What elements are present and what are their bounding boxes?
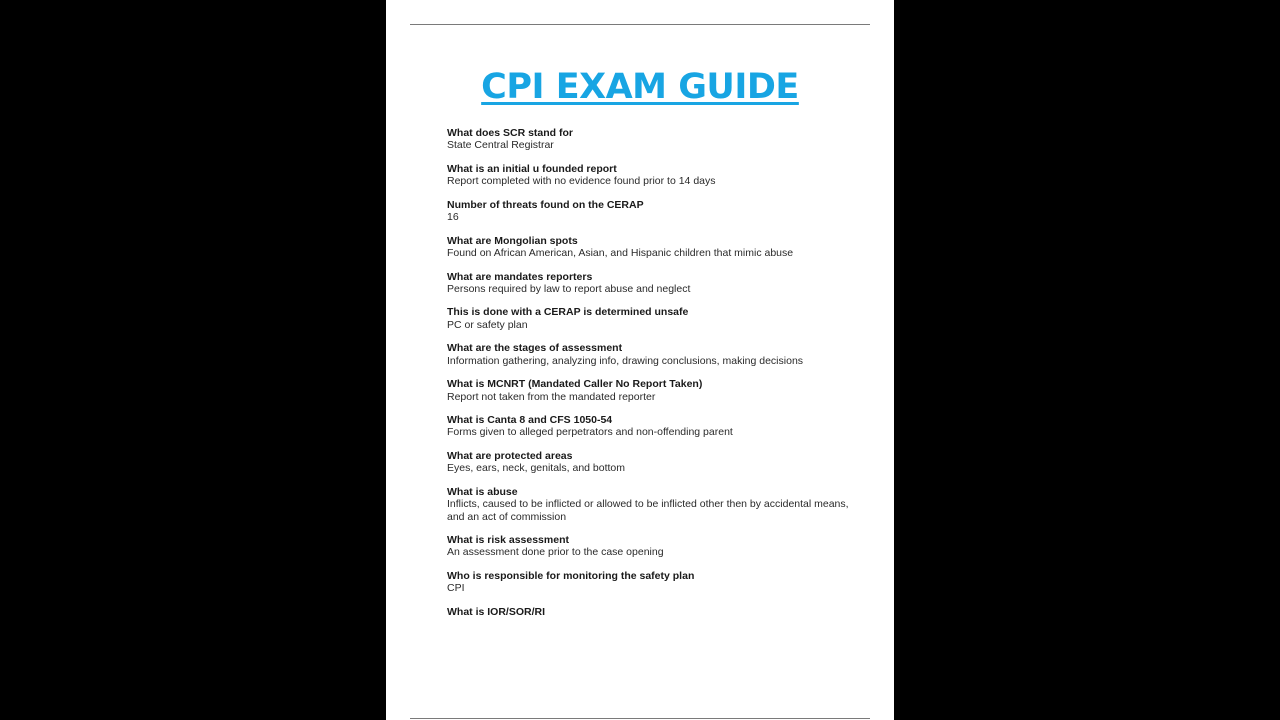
qa-item [447,570,867,595]
qa-item [447,606,867,618]
qa-item [447,199,867,224]
answer: Eyes, ears, neck, genitals, and bottom [447,462,626,475]
answer: Found on African American, Asian, and Hispanic children that mimic abuse [447,246,794,259]
qa-item [447,486,867,523]
question: What is Canta 8 and CFS 1050-54 [447,414,613,427]
document-title: CPI EXAM GUIDE [481,67,799,107]
question: This is done with a CERAP is determined unsafe [447,306,689,319]
qa-list [447,127,867,629]
question: What is MCNRT (Mandated Caller No Report Taken) [447,378,703,391]
qa-item [447,414,867,439]
answer: Inflicts, caused to be inflicted or allowed to be inflicted other then by accidental means, and an act of commission [447,498,849,523]
question: Who is responsible for monitoring the safety plan [447,569,695,582]
answer: PC or safety plan [447,318,528,331]
answer: State Central Registrar [447,139,554,152]
answer: CPI [447,582,465,595]
question: What does SCR stand for [447,127,574,139]
qa-item [447,235,867,260]
answer: Persons required by law to report abuse and neglect [447,282,691,295]
answer: Report completed with no evidence found prior to 14 days [447,175,716,188]
answer: An assessment done prior to the case opening [447,546,664,559]
question: What is abuse [447,485,518,498]
answer: Information gathering, analyzing info, drawing conclusions, making decisions [447,354,804,367]
answer: 16 [447,211,459,224]
footer-rule [410,718,870,719]
question: What is IOR/SOR/RI [447,605,546,618]
qa-item [447,163,867,188]
qa-item [447,534,867,559]
question: What is risk assessment [447,534,569,547]
qa-item [447,127,867,152]
document-page [386,0,894,720]
question: What are Mongolian spots [447,234,578,247]
question: What are the stages of assessment [447,342,623,355]
qa-item [447,271,867,296]
qa-item [447,342,867,367]
question: What is an initial u founded report [447,162,617,175]
question: What are mandates reporters [447,270,593,283]
question: Number of threats found on the CERAP [447,198,644,211]
qa-item [447,306,867,331]
question: What are protected areas [447,450,573,463]
answer: Report not taken from the mandated reporter [447,390,656,403]
qa-item [447,450,867,475]
qa-item [447,378,867,403]
answer: Forms given to alleged perpetrators and non-offending parent [447,426,733,439]
header-rule [410,24,870,25]
